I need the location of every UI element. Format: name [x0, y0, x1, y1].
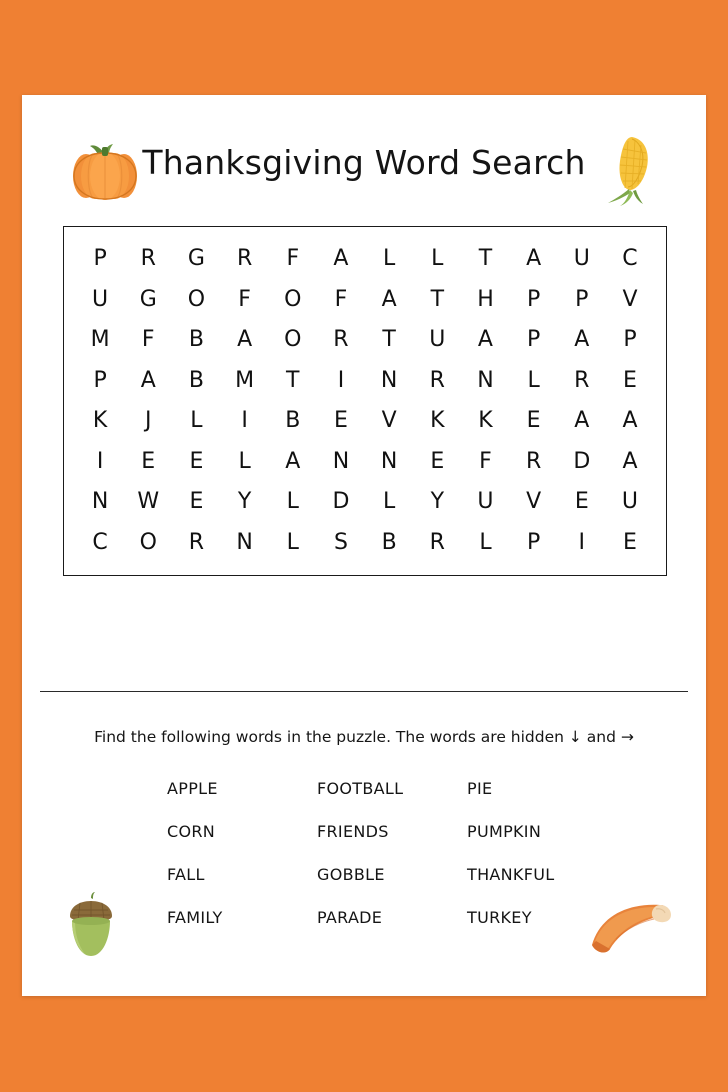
grid-cell: I: [337, 367, 345, 393]
word-list-item: FRIENDS: [317, 822, 389, 841]
grid-row: [76, 248, 654, 270]
grid-cell: U: [477, 489, 494, 515]
grid-cell: S: [333, 529, 348, 555]
grid-cell: A: [622, 408, 638, 434]
grid-cell: U: [621, 489, 639, 515]
grid-cell: C: [622, 246, 638, 272]
grid-cell: A: [333, 246, 349, 272]
grid-cell: L: [382, 489, 396, 515]
grid-cell: N: [380, 448, 398, 474]
grid-cell: F: [286, 246, 300, 272]
grid-cell: K: [430, 408, 445, 434]
word-list-item: PARADE: [317, 908, 383, 927]
grid-cell: R: [188, 529, 205, 555]
grid-cell: B: [285, 408, 301, 434]
grid-cell: U: [573, 246, 590, 272]
grid-cell: E: [623, 367, 637, 393]
grid-cell: L: [286, 489, 299, 515]
grid-row: [76, 529, 654, 555]
grid-cell: T: [430, 286, 445, 312]
grid-cell: A: [237, 327, 253, 353]
grid-cell: N: [91, 489, 109, 515]
grid-cell: F: [238, 286, 251, 312]
grid-cell: R: [236, 246, 253, 272]
grid-cell: B: [381, 529, 397, 555]
grid-row: [76, 491, 654, 513]
grid-cell: M: [235, 367, 255, 393]
grid-cell: I: [241, 408, 248, 434]
word-list-item: TURKEY: [467, 908, 532, 927]
grid-cell: E: [189, 489, 204, 515]
grid-cell: T: [382, 327, 396, 353]
word-search-grid: [63, 226, 667, 576]
grid-cell: F: [141, 327, 155, 353]
grid-cell: D: [332, 489, 350, 515]
grid-cell: P: [526, 327, 541, 353]
grid-cell: V: [381, 408, 397, 434]
grid-cell: K: [478, 408, 493, 434]
grid-cell: F: [479, 448, 492, 474]
grid-cell: U: [92, 286, 109, 312]
word-list-item: THANKFUL: [467, 865, 555, 884]
grid-cell: E: [141, 448, 156, 474]
grid-cell: R: [429, 529, 445, 555]
word-list-item: PIE: [467, 779, 493, 798]
grid-cell: E: [189, 448, 204, 474]
grid-cell: L: [527, 367, 540, 393]
grid-cell: E: [430, 448, 445, 474]
grid-cell: O: [284, 327, 302, 353]
grid-cell: N: [236, 529, 253, 555]
word-list-item: FOOTBALL: [317, 779, 404, 798]
divider: [40, 691, 688, 692]
grid-cell: A: [285, 448, 301, 474]
word-list-item: PUMPKIN: [467, 822, 542, 841]
grid-cell: Y: [237, 489, 252, 515]
grid-cell: N: [380, 367, 398, 393]
grid-cell: P: [526, 529, 541, 555]
grid-cell: A: [140, 367, 156, 393]
grid-row: [76, 410, 654, 432]
grid-cell: A: [477, 327, 493, 353]
grid-cell: L: [286, 529, 299, 555]
grid-cell: D: [573, 448, 591, 474]
grid-row: [76, 448, 654, 474]
grid-cell: V: [526, 489, 542, 515]
grid-cell: L: [382, 246, 396, 272]
grid-cell: E: [526, 408, 541, 434]
grid-cell: P: [623, 327, 637, 353]
word-list-item: CORN: [167, 822, 216, 841]
grid-row: [76, 329, 654, 351]
grid-cell: L: [479, 529, 492, 555]
grid-cell: U: [429, 327, 446, 353]
acorn-icon: [58, 890, 124, 962]
grid-cell: G: [187, 246, 205, 272]
grid-cell: O: [139, 529, 157, 555]
grid-cell: C: [92, 529, 108, 555]
word-list: [167, 767, 567, 939]
grid-cell: R: [333, 327, 349, 353]
grid-cell: R: [574, 367, 590, 393]
grid-cell: B: [188, 367, 204, 393]
word-list-item: APPLE: [167, 779, 218, 798]
grid-cell: R: [140, 246, 156, 272]
word-list-item: FALL: [167, 865, 205, 884]
grid-cell: A: [526, 246, 542, 272]
word-list-item: FAMILY: [167, 908, 223, 927]
grid-cell: E: [333, 408, 348, 434]
grid-cell: A: [574, 408, 590, 434]
grid-cell: P: [93, 246, 107, 272]
grid-cell: E: [574, 489, 589, 515]
worksheet-page: [22, 95, 706, 996]
grid-cell: O: [187, 286, 206, 312]
grid-cell: I: [96, 448, 104, 474]
grid-cell: A: [622, 448, 638, 474]
grid-cell: F: [334, 286, 348, 312]
grid-cell: L: [238, 448, 251, 474]
grid-cell: P: [526, 286, 541, 312]
grid-cell: K: [92, 408, 108, 434]
grid-cell: T: [286, 367, 300, 393]
grid-cell: B: [188, 327, 204, 353]
instructions-text: Find the following words in the puzzle. The words are hidden ↓ and →: [94, 728, 634, 746]
grid-cell: W: [137, 489, 160, 515]
grid-row: [76, 286, 654, 312]
grid-cell: A: [381, 286, 397, 312]
word-list-item: GOBBLE: [317, 865, 385, 884]
grid-cell: A: [574, 327, 590, 353]
grid-cell: G: [139, 286, 157, 312]
grid-cell: V: [622, 286, 638, 312]
grid-cell: Y: [430, 489, 445, 515]
grid-cell: H: [477, 286, 494, 312]
grid-cell: P: [93, 367, 107, 393]
grid-cell: P: [575, 286, 589, 312]
grid-cell: N: [477, 367, 494, 393]
grid-cell: R: [525, 448, 542, 474]
grid-cell: M: [90, 327, 110, 353]
grid-cell: O: [284, 286, 302, 312]
grid-cell: J: [145, 408, 152, 434]
grid-cell: T: [478, 246, 493, 272]
grid-cell: L: [431, 246, 444, 272]
grid-cell: N: [332, 448, 350, 474]
grid-row: [76, 367, 654, 393]
pumpkin-pie-icon: [586, 895, 678, 963]
title-row: [22, 95, 706, 187]
page-title: Thanksgiving Word Search: [142, 143, 586, 182]
grid-cell: R: [429, 367, 445, 393]
grid-cell: E: [623, 529, 637, 555]
grid-cell: L: [190, 408, 203, 434]
grid-cell: I: [578, 529, 586, 555]
